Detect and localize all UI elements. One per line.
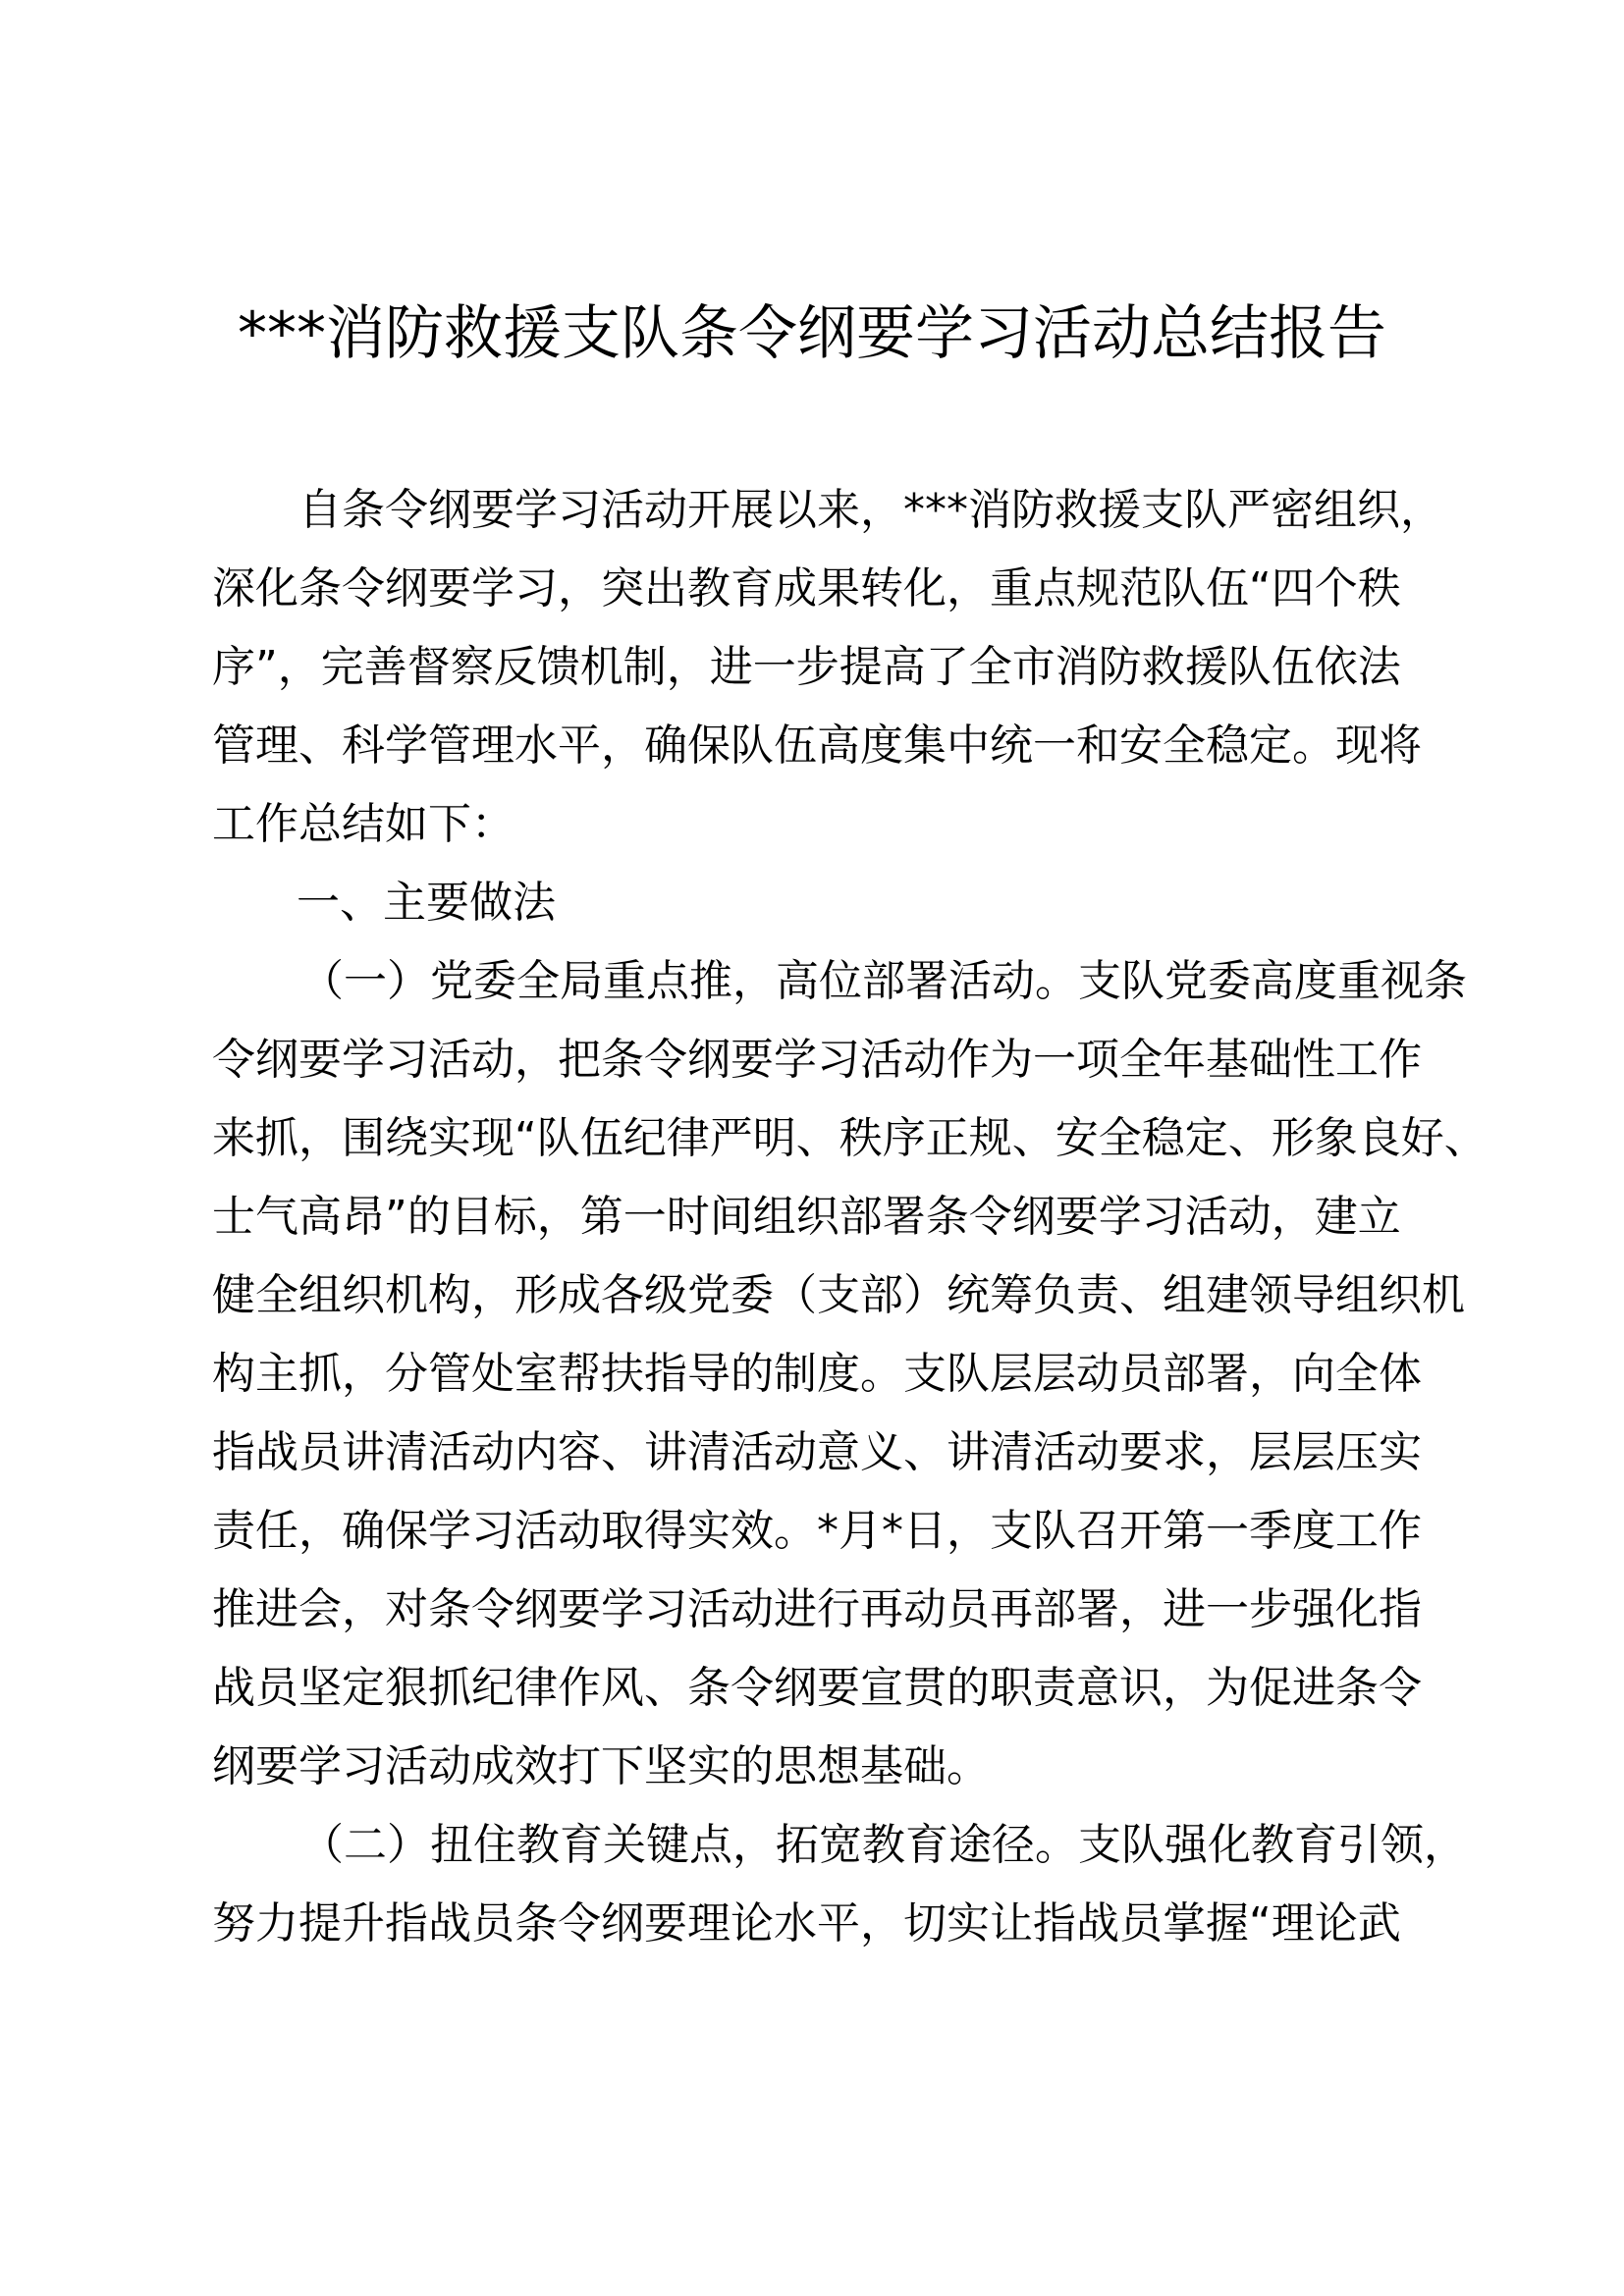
paragraph-2-line-1: （二）扭住教育关键点，拓宽教育途径。支队强化教育引领， [300,1820,1467,1870]
paragraph-1-line-10: 战员坚定狠抓纪律作风、条令纲要宣贯的职责意识，为促进条令 [212,1663,1422,1713]
document-body [212,471,1488,1963]
paragraph-intro-line-3: 序”，完善督察反馈机制，进一步提高了全市消防救援队伍依法 [212,642,1401,692]
paragraph-intro-line-2: 深化条令纲要学习，突出教育成果转化，重点规范队伍“四个秩 [212,563,1401,614]
paragraph-1-line-7: 指战员讲清活动内容、讲清活动意义、讲清活动要求，层层压实 [212,1427,1422,1477]
paragraph-intro-line-4: 管理、科学管理水平，确保队伍高度集中统一和安全稳定。现将 [212,721,1422,771]
paragraph-1-line-4: 士气高昂”的目标，第一时间组织部署条令纲要学习活动，建立 [212,1192,1401,1242]
paragraph-1-line-2: 令纲要学习活动，把条令纲要学习活动作为一项全年基础性工作 [212,1035,1422,1085]
section-heading: 一、主要做法 [297,878,556,928]
paragraph-1-line-9: 推进会，对条令纲要学习活动进行再动员再部署，进一步强化指 [212,1584,1422,1634]
paragraph-intro-line-1: 自条令纲要学习活动开展以来，***消防救援支队严密组织， [298,485,1443,535]
paragraph-1-line-1: （一）党委全局重点推，高位部署活动。支队党委高度重视条 [300,956,1467,1006]
paragraph-intro-line-5: 工作总结如下： [212,799,514,849]
paragraph-1-line-11: 纲要学习活动成效打下坚实的思想基础。 [212,1741,990,1791]
paragraph-1-line-6: 构主抓，分管处室帮扶指导的制度。支队层层动员部署，向全体 [212,1349,1422,1399]
paragraph-1-line-8: 责任，确保学习活动取得实效。*月*日，支队召开第一季度工作 [212,1506,1422,1556]
paragraph-2-line-2: 努力提升指战员条令纲要理论水平，切实让指战员掌握“理论武 [212,1898,1401,1949]
document-title: ***消防救援支队条令纲要学习活动总结报告 [238,299,1386,368]
paragraph-1-line-3: 来抓，围绕实现“队伍纪律严明、秩序正规、安全稳定、形象良好、 [212,1113,1488,1163]
paragraph-1-line-5: 健全组织机构，形成各级党委（支部）统筹负责、组建领导组织机 [212,1270,1465,1320]
